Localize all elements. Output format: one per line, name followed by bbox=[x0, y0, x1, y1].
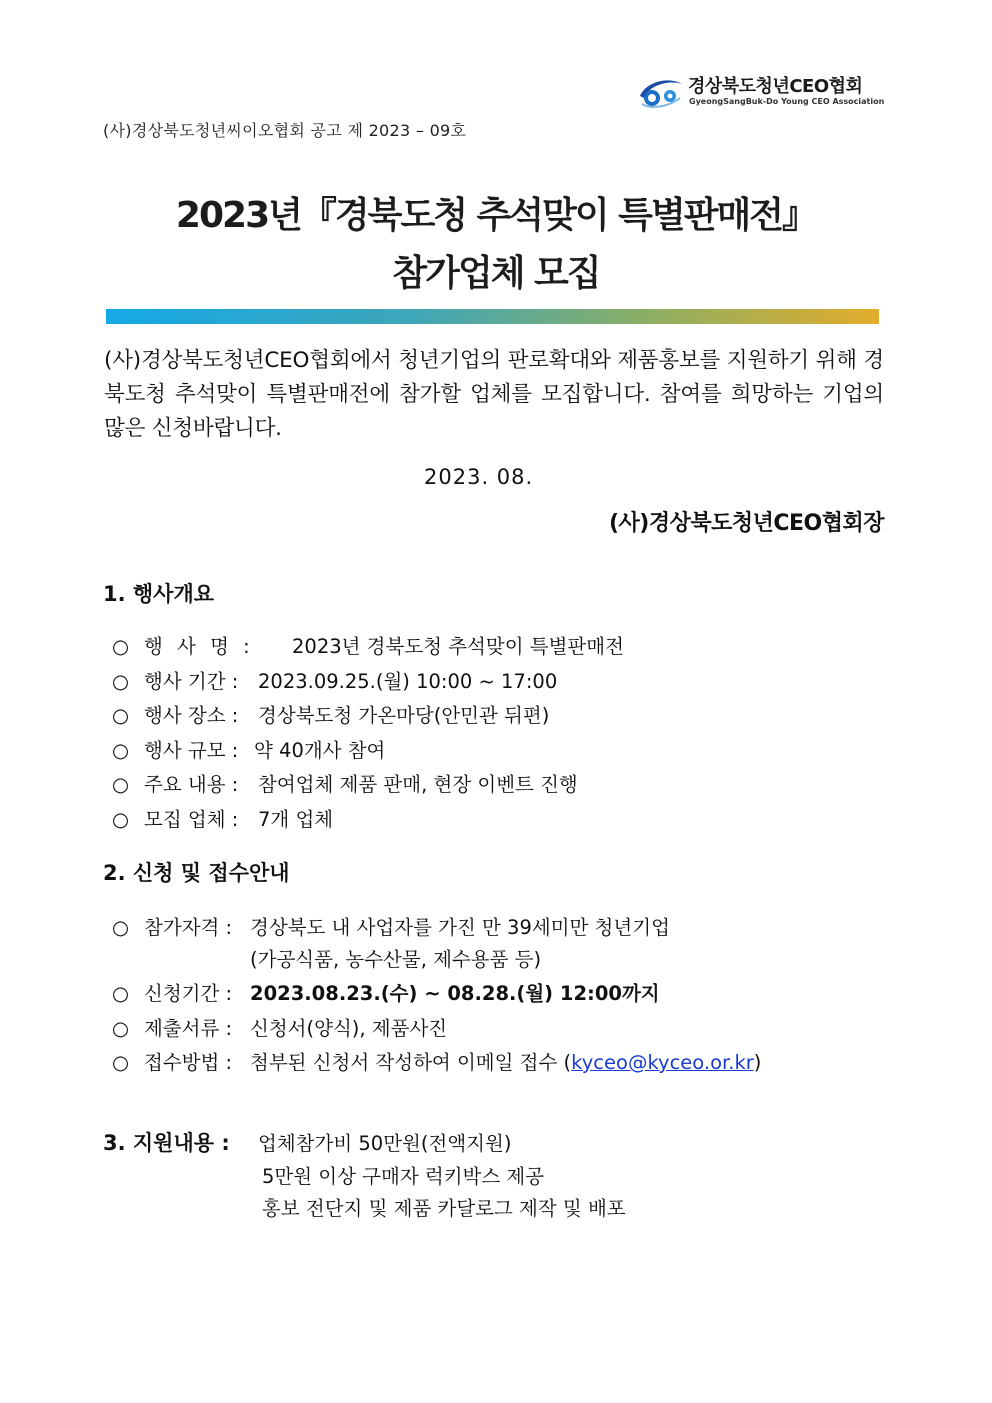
bullet-icon: ○ bbox=[112, 773, 130, 796]
list-item bbox=[112, 978, 660, 1006]
item-value: 2023년 경북도청 추석맞이 특별판매전 bbox=[292, 635, 624, 658]
item-label: 모집 업체 : bbox=[144, 808, 239, 831]
item-value: 약 40개사 참여 bbox=[254, 739, 386, 762]
list-item bbox=[112, 804, 333, 832]
document-title-line1: 2023년『경북도청 추석맞이 특별판매전』 bbox=[175, 195, 817, 236]
item-value: 2023.08.23.(수) ~ 08.28.(월) 12:00까지 bbox=[250, 982, 660, 1005]
item-label: 참가자격 : bbox=[144, 916, 233, 939]
intro-paragraph: (사)경상북도청년CEO협회에서 청년기업의 판로확대와 제품홍보를 지원하기 위해 경북도청 추석맞이 특별판매전에 참가할 업체를 모집합니다. 참여를 희망하는 기업의 많은 신청바랍니다. bbox=[104, 348, 884, 441]
bullet-icon: ○ bbox=[112, 635, 130, 658]
support-line: 5만원 이상 구매자 럭키박스 제공 bbox=[262, 1165, 545, 1188]
list-item bbox=[112, 769, 578, 797]
notice-number: (사)경상북도청년씨이오협회 공고 제 2023 – 09호 bbox=[103, 121, 467, 140]
announcement-date: 2023. 08. bbox=[424, 465, 534, 489]
item-value: 신청서(양식), 제품사진 bbox=[250, 1017, 448, 1040]
item-label: 신청기간 : bbox=[144, 982, 233, 1005]
bullet-icon: ○ bbox=[112, 739, 130, 762]
item-value: 2023.09.25.(월) 10:00 ~ 17:00 bbox=[258, 670, 558, 693]
list-item bbox=[112, 700, 549, 728]
logo-emblem-icon bbox=[636, 76, 686, 108]
bullet-icon: ○ bbox=[112, 1017, 130, 1040]
document-title-line2: 참가업체 모집 bbox=[392, 253, 600, 294]
item-label: 행사 기간 : bbox=[144, 670, 239, 693]
item-label: 주요 내용 : bbox=[144, 773, 239, 796]
list-item bbox=[112, 912, 670, 940]
list-item bbox=[112, 666, 557, 694]
bullet-icon: ○ bbox=[112, 704, 130, 727]
gradient-divider bbox=[106, 309, 879, 324]
section2-heading: 2. 신청 및 접수안내 bbox=[103, 861, 290, 885]
item-label: 제출서류 : bbox=[144, 1017, 233, 1040]
logo-org-name: 경상북도청년CEO협회 bbox=[688, 76, 863, 97]
logo-org-name-en: GyeongSangBuk-Do Young CEO Association bbox=[689, 97, 885, 106]
support-line: 업체참가비 50만원(전액지원) bbox=[258, 1132, 512, 1155]
email-link[interactable]: kyceo@kyceo.or.kr bbox=[571, 1051, 754, 1074]
list-item bbox=[112, 735, 385, 763]
item-label: 행사 규모 : bbox=[144, 739, 239, 762]
bullet-icon: ○ bbox=[112, 916, 130, 939]
item-label: 행 사 명 : bbox=[144, 635, 254, 658]
bullet-icon: ○ bbox=[112, 982, 130, 1005]
list-item-continuation: (가공식품, 농수산물, 제수용품 등) bbox=[250, 948, 542, 971]
item-value: 경상북도청 가온마당(안민관 뒤편) bbox=[258, 704, 550, 727]
item-value-end: ) bbox=[753, 1051, 762, 1074]
item-value: 참여업체 제품 판매, 현장 이벤트 진행 bbox=[258, 773, 578, 796]
bullet-icon: ○ bbox=[112, 1051, 130, 1074]
item-label: 접수방법 : bbox=[144, 1051, 233, 1074]
item-label: 행사 장소 : bbox=[144, 704, 239, 727]
list-item bbox=[112, 1047, 761, 1075]
support-line: 홍보 전단지 및 제품 카달로그 제작 및 배포 bbox=[262, 1197, 626, 1220]
signature: (사)경상북도청년CEO협회장 bbox=[608, 511, 884, 536]
bullet-icon: ○ bbox=[112, 670, 130, 693]
section3-heading: 3. 지원내용 : bbox=[103, 1131, 230, 1155]
bullet-icon: ○ bbox=[112, 808, 130, 831]
organization-logo bbox=[636, 70, 891, 116]
item-value: 첨부된 신청서 작성하여 이메일 접수 ( bbox=[250, 1051, 572, 1074]
list-item bbox=[112, 1013, 447, 1041]
list-item bbox=[112, 631, 624, 659]
item-value: 7개 업체 bbox=[258, 808, 334, 831]
item-value: 경상북도 내 사업자를 가진 만 39세미만 청년기업 bbox=[250, 916, 670, 939]
section1-heading: 1. 행사개요 bbox=[103, 582, 215, 606]
